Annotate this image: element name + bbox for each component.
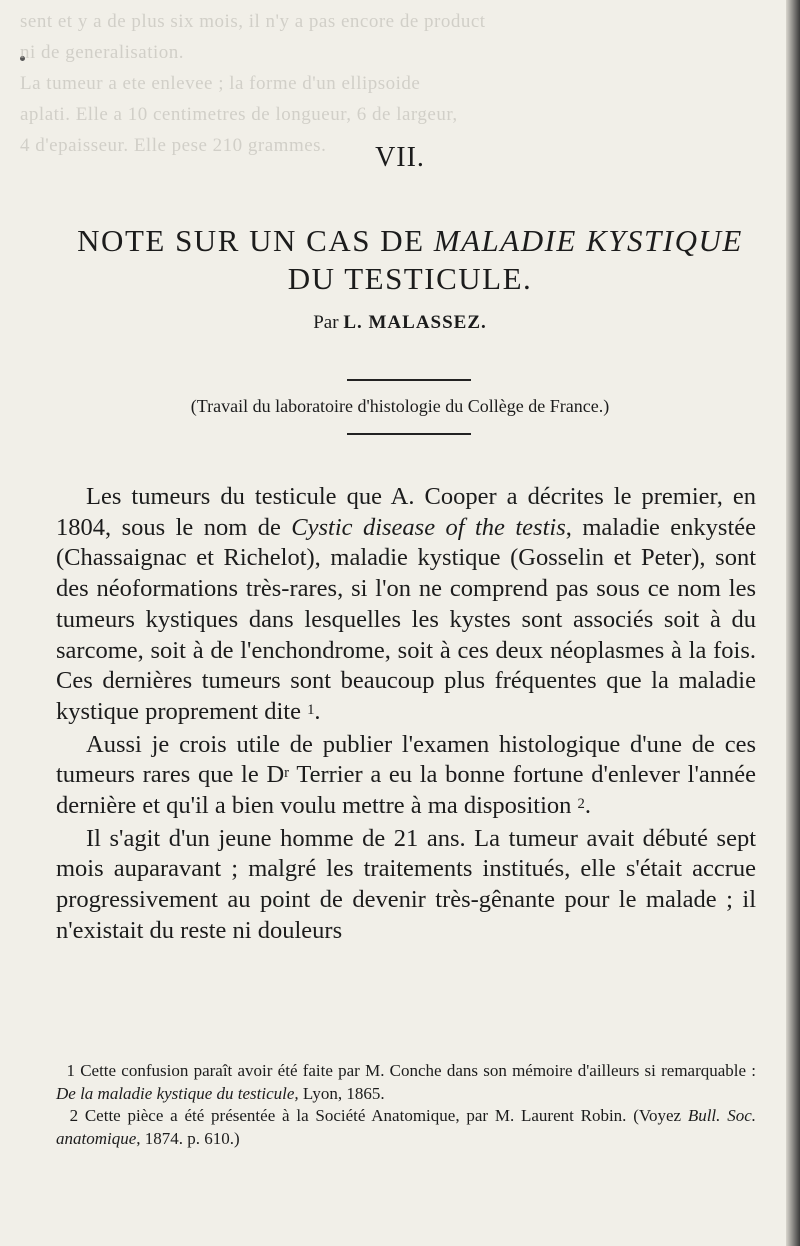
p1-text-a: Les tumeurs du testicule que A. Cooper a décrites le premier, en 1804, sous le nom de bbox=[56, 483, 756, 541]
title-plain: NOTE SUR UN CAS DE bbox=[77, 223, 434, 258]
author-name: L. MALASSEZ. bbox=[343, 312, 487, 333]
bleed-line: La tumeur a ete enlevee ; la forme d'un ellipsoide bbox=[20, 73, 421, 94]
title-line-1 bbox=[40, 222, 780, 260]
paragraph-1 bbox=[56, 482, 756, 728]
article-title bbox=[40, 222, 780, 298]
paragraph-3: Il s'agit d'un jeune homme de 21 ans. La tumeur avait débuté sept mois auparavant ; malgré les traitements institués, elle s'était accrue progressivement au point de devenir très-gênante pour le malade ; il n'existait du reste ni douleurs bbox=[56, 824, 756, 944]
footnotes bbox=[56, 1060, 756, 1150]
page-edge-shadow bbox=[786, 0, 800, 1246]
footnote-ref-1: 1 bbox=[307, 701, 315, 718]
p2-text-a: Aussi je crois utile de publier l'examen histologique d'une de ces tumeurs rares que le D bbox=[56, 730, 756, 789]
footnote-2-text-b: , 1874. p. 610.) bbox=[136, 1128, 240, 1148]
p1-italic: Cystic disease of the testis bbox=[291, 513, 566, 541]
chapter-number: VII. bbox=[375, 142, 425, 173]
author-prefix: Par bbox=[313, 312, 339, 333]
footnote-1-text-a: Cette confusion paraît avoir été faite par M. Conche dans son mémoire d'ailleurs si remarquable : bbox=[80, 1061, 757, 1080]
footnote-1-italic: De la maladie kystique du testicule, bbox=[56, 1083, 299, 1103]
footnote-1-text-b: Lyon, 1865. bbox=[298, 1083, 385, 1103]
footnote-2-italic: Bull. Soc. anatomique bbox=[56, 1106, 756, 1148]
bleed-line: ni de generalisation. bbox=[20, 42, 185, 63]
doctor-abbrev-sup: r bbox=[284, 765, 290, 782]
p2-text-b: Terrier a eu la bonne fortune d'enlever l'année dernière et qu'il a bien voulu mettre à ma disposition bbox=[56, 761, 756, 820]
bleed-line: 4 d'epaisseur. Elle pese 210 grammes. bbox=[20, 135, 327, 156]
footnote-2 bbox=[56, 1105, 756, 1150]
bottom-rule bbox=[347, 433, 471, 435]
footnote-ref-2: 2 bbox=[577, 796, 585, 813]
footnote-2-number: 2 bbox=[69, 1106, 79, 1125]
top-rule bbox=[347, 379, 471, 381]
p2-end: . bbox=[584, 792, 591, 820]
article-body bbox=[56, 482, 756, 947]
p1-text-b: , maladie enkystée (Chassaignac et Richelot), maladie kystique (Gosselin et Peter), sont des néoformations très-rares, si l'on ne comprend pas sous ce nom les tumeurs kystiques dans lesquelles les kystes sont associés soit à du sarcome, soit à de l'enchondrome, soit à ces deux néoplasmes à la fois. Ces dernières tumeurs sont beaucoup plus fréquentes que la maladie kystique proprement dite bbox=[56, 513, 757, 725]
bleed-line: sent et y a de plus six mois, il n'y a pas encore de product bbox=[20, 11, 486, 32]
p1-end: . bbox=[314, 697, 321, 725]
paragraph-2 bbox=[56, 730, 756, 822]
footnote-1-number: 1 bbox=[66, 1061, 75, 1080]
bleed-through-text bbox=[20, 6, 790, 161]
title-line-2: DU TESTICULE. bbox=[287, 261, 533, 296]
author-line bbox=[0, 312, 800, 334]
footnote-1 bbox=[56, 1060, 756, 1105]
footnote-2-text-a: Cette pièce a été présentée à la Société Anatomique, par M. Laurent Robin. (Voyez bbox=[84, 1106, 688, 1125]
laboratory-note: (Travail du laboratoire d'histologie du Collège de France.) bbox=[190, 396, 610, 416]
bleed-line: aplati. Elle a 10 centimetres de longueur, 6 de largeur, bbox=[20, 104, 458, 125]
title-italic: MALADIE KYSTIQUE bbox=[433, 223, 743, 258]
